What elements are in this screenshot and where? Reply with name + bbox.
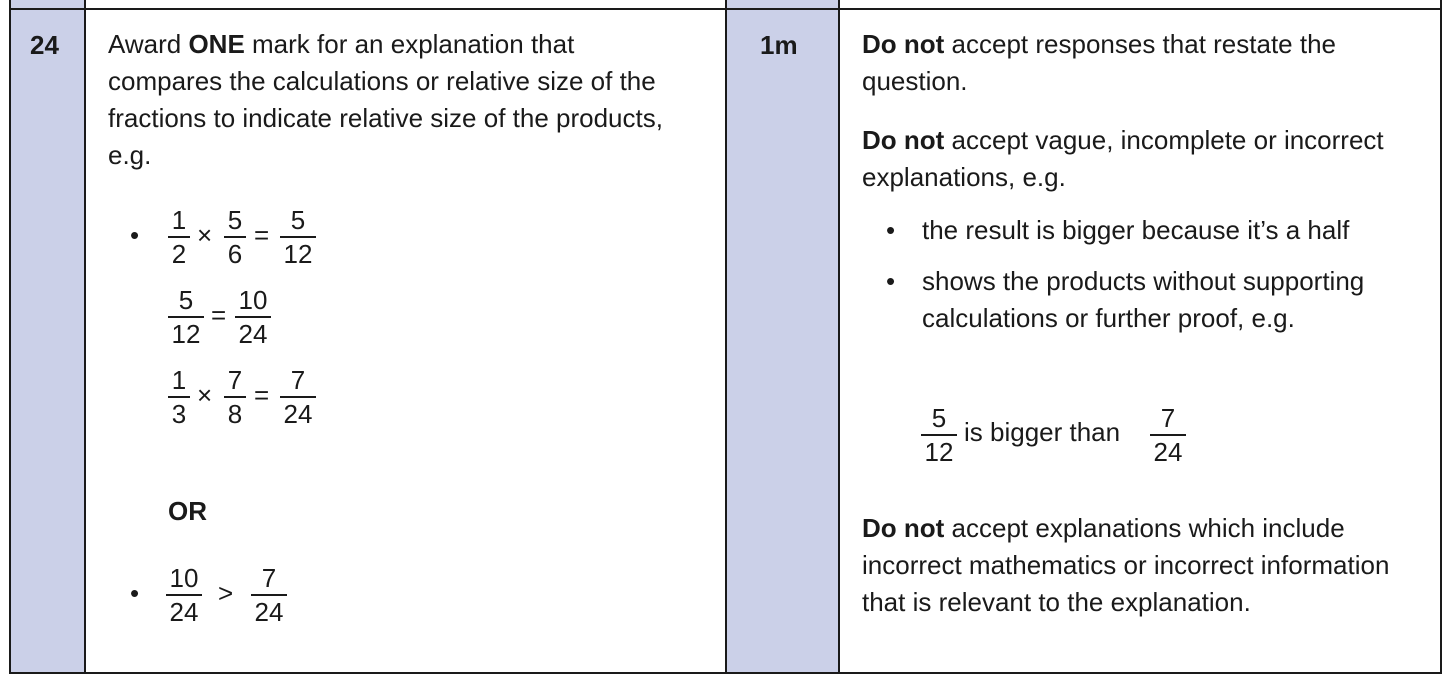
vague-text: accept vague, incomplete or incorrect explanations, e.g. xyxy=(862,125,1384,192)
fraction-7-24: 7 24 xyxy=(280,365,316,429)
greater-than-sign: > xyxy=(218,578,234,608)
or-label: OR xyxy=(168,496,207,526)
fraction-1-2: 1 2 xyxy=(168,205,190,269)
example-products: shows the products without supporting calculations or further proof, e.g. xyxy=(922,266,1365,333)
bullet-calc4: • xyxy=(130,578,140,608)
equals-sign: = xyxy=(211,300,227,330)
bullet-right-2: • xyxy=(886,266,896,296)
intro-text-2: mark for an explanation that compares the calculations or relative size of the fractions to indicate relative size of the products, e.g. xyxy=(108,29,663,170)
fraction-5-12: 5 12 xyxy=(280,205,316,269)
do-not-1: Do not xyxy=(862,29,945,59)
border-bottom xyxy=(10,672,1442,674)
equals-sign: = xyxy=(254,380,270,410)
bullet-calc1: • xyxy=(130,220,140,250)
guidance-vague xyxy=(862,122,1422,196)
border-left xyxy=(9,0,11,674)
border-top xyxy=(10,8,1442,10)
bullet-right-1: • xyxy=(886,215,896,245)
is-bigger-than-text: is bigger than xyxy=(964,417,1121,447)
restate-text: accept responses that restate the question. xyxy=(862,29,1336,96)
fraction-5-12-b: 5 12 xyxy=(168,285,204,349)
times-sign: × xyxy=(197,380,213,410)
border-right xyxy=(1440,0,1442,674)
mark-value: 1m xyxy=(760,30,798,60)
question-number-column xyxy=(10,0,85,674)
intro-bold: ONE xyxy=(188,29,245,59)
fraction-7-24-example: 7 24 xyxy=(1150,403,1186,467)
fraction-7-24-b: 7 24 xyxy=(251,563,287,627)
fraction-7-8: 7 8 xyxy=(224,365,246,429)
guidance-incorrect xyxy=(862,510,1427,621)
border-col1 xyxy=(84,0,86,674)
border-col3 xyxy=(838,0,840,674)
fraction-5-12-example: 5 12 xyxy=(921,403,957,467)
times-sign: × xyxy=(197,220,213,250)
example-half: the result is bigger because it’s a half xyxy=(922,215,1350,245)
intro-text-1: Award xyxy=(108,29,189,59)
do-not-3: Do not xyxy=(862,513,945,543)
fraction-10-24: 10 24 xyxy=(235,285,271,349)
incorrect-text: accept explanations which include incorrect mathematics or incorrect information that is relevant to the explanation. xyxy=(862,513,1390,617)
fraction-10-24-b: 10 24 xyxy=(166,563,202,627)
award-instruction xyxy=(108,26,688,174)
do-not-2: Do not xyxy=(862,125,945,155)
mark-column xyxy=(726,0,839,674)
question-number: 24 xyxy=(30,30,59,60)
guidance-restate xyxy=(862,26,1422,100)
fraction-1-3: 1 3 xyxy=(168,365,190,429)
equals-sign: = xyxy=(254,220,270,250)
fraction-5-6: 5 6 xyxy=(224,205,246,269)
border-col2 xyxy=(725,0,727,674)
